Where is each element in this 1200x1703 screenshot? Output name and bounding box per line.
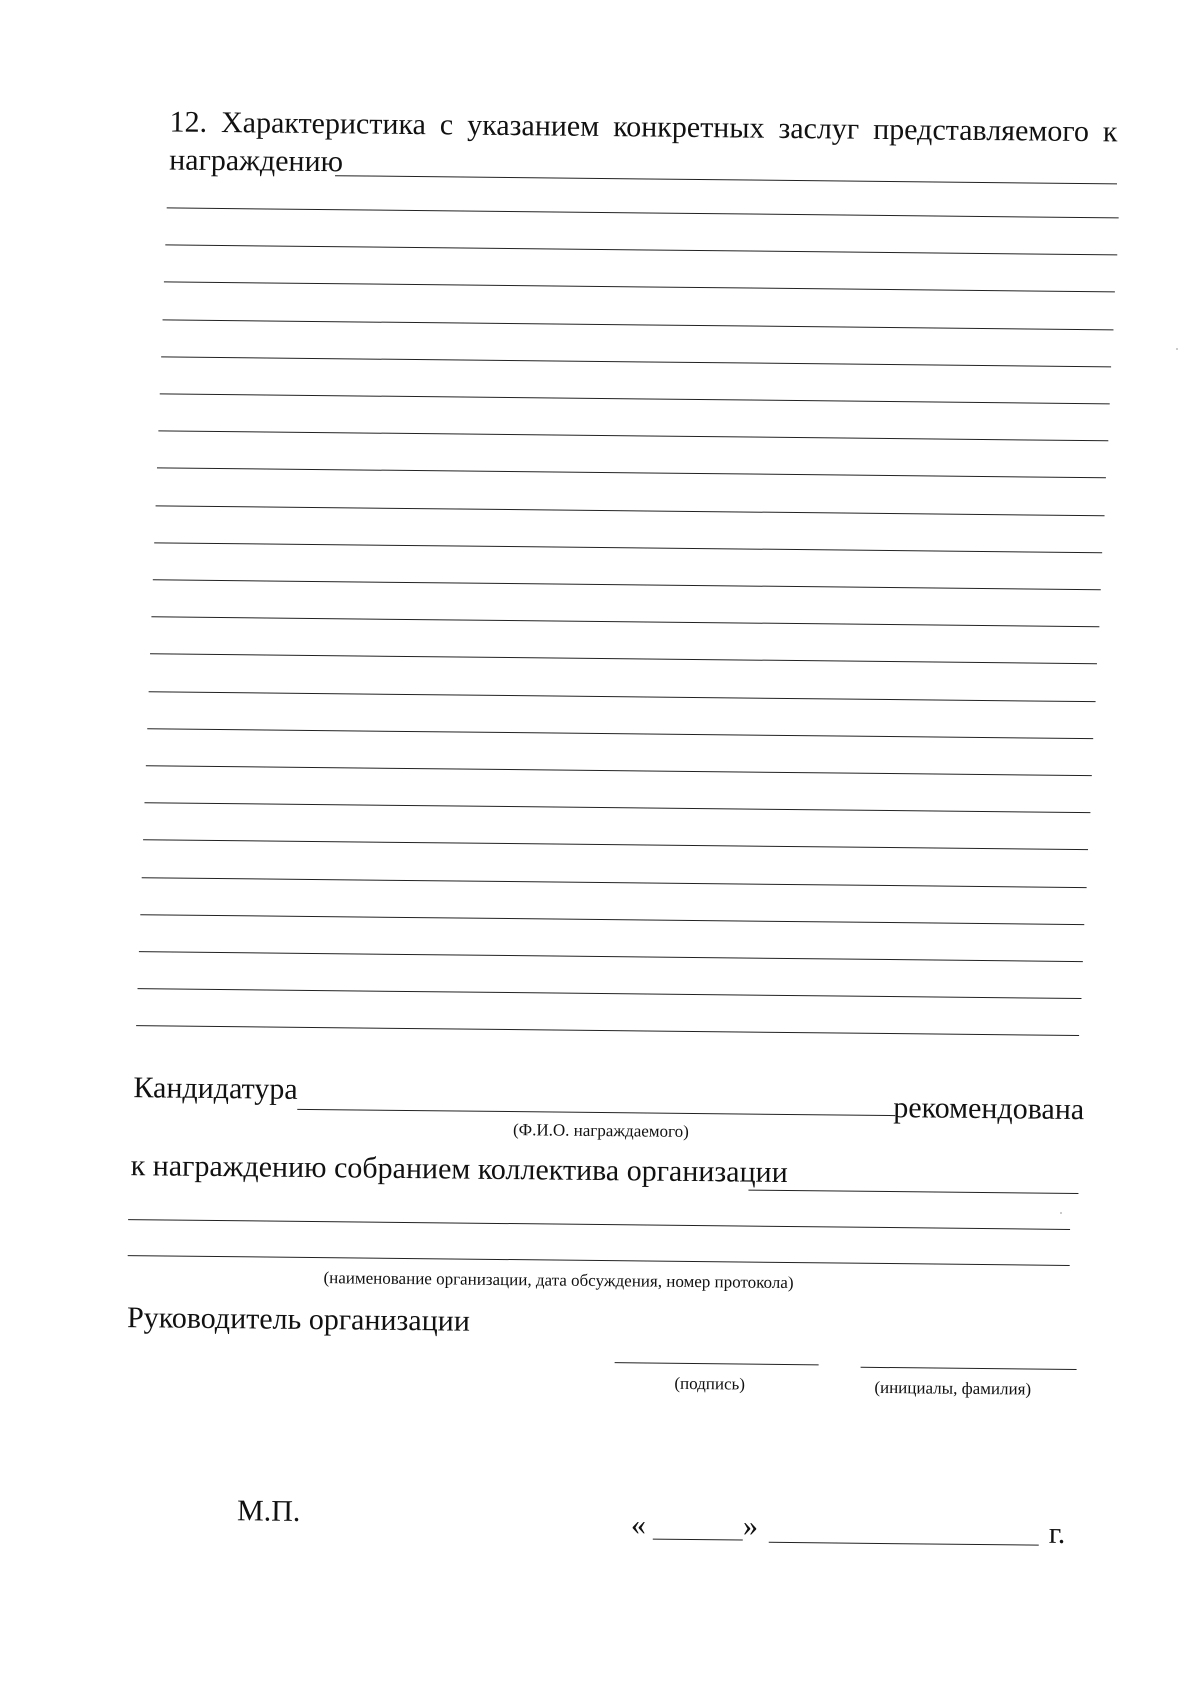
characteristic-line[interactable]	[165, 245, 1117, 256]
characteristic-line[interactable]	[158, 431, 1108, 442]
signature-hint: (подпись)	[674, 1373, 746, 1394]
characteristic-lines	[9, 0, 1200, 6]
candidate-name-field[interactable]	[297, 1109, 895, 1116]
characteristic-line[interactable]	[140, 914, 1084, 925]
characteristic-line[interactable]	[138, 988, 1082, 999]
characteristic-line[interactable]	[144, 802, 1090, 813]
characteristic-line[interactable]	[153, 579, 1101, 590]
characteristic-line[interactable]	[139, 951, 1083, 962]
characteristic-line[interactable]	[167, 207, 1119, 218]
heading-word: 12.	[169, 105, 208, 139]
characteristic-line[interactable]	[143, 840, 1088, 851]
section-12-heading	[169, 105, 1117, 149]
collective-text: к награждению собранием коллектива организации	[130, 1149, 788, 1189]
section-12-heading-cont: награждению	[169, 143, 344, 179]
initials-field[interactable]	[861, 1367, 1077, 1370]
date-day-field[interactable]	[653, 1539, 743, 1541]
characteristic-fill-line[interactable]	[335, 175, 1117, 184]
characteristic-line[interactable]	[154, 542, 1102, 553]
heading-word: к	[1102, 115, 1118, 149]
characteristic-line[interactable]	[147, 728, 1093, 739]
characteristic-line[interactable]	[151, 616, 1099, 627]
characteristic-line[interactable]	[157, 468, 1106, 479]
candidate-name-hint: (Ф.И.О. награждаемого)	[512, 1120, 689, 1141]
organization-hint: (наименование организации, дата обсуждения, номер протокола)	[323, 1268, 794, 1293]
scan-speck	[1060, 1212, 1062, 1214]
heading-word: представляемого	[873, 112, 1090, 149]
head-title: Руководитель организации	[126, 1301, 471, 1338]
date-open-quote: «	[630, 1508, 647, 1542]
heading-word: Характеристика	[220, 105, 427, 142]
date-month-year-field[interactable]	[769, 1542, 1039, 1546]
characteristic-line[interactable]	[156, 505, 1105, 516]
heading-word: указанием	[467, 108, 600, 143]
candidacy-label: Кандидатура	[133, 1071, 298, 1106]
characteristic-line[interactable]	[142, 877, 1087, 888]
heading-word: заслуг	[778, 111, 860, 146]
characteristic-line[interactable]	[146, 765, 1092, 776]
characteristic-line[interactable]	[163, 319, 1114, 330]
characteristic-line[interactable]	[161, 356, 1111, 367]
recommended-label: рекомендована	[893, 1091, 1085, 1127]
heading-word: конкретных	[612, 110, 765, 145]
stamp-place: М.П.	[236, 1494, 301, 1528]
organization-field-line-3[interactable]	[128, 1255, 1070, 1266]
characteristic-line[interactable]	[160, 393, 1110, 404]
characteristic-line[interactable]	[164, 282, 1115, 293]
scan-speck	[1176, 348, 1178, 350]
heading-word: с	[439, 108, 454, 142]
characteristic-line[interactable]	[136, 1026, 1079, 1037]
year-suffix: г.	[1048, 1516, 1066, 1550]
organization-field-line-2[interactable]	[128, 1219, 1070, 1230]
characteristic-line[interactable]	[150, 654, 1097, 665]
signature-field[interactable]	[615, 1362, 819, 1365]
characteristic-line[interactable]	[149, 691, 1096, 702]
initials-hint: (инициалы, фамилия)	[874, 1377, 1032, 1399]
date-close-quote: »	[742, 1509, 759, 1543]
organization-field[interactable]	[748, 1190, 1078, 1194]
